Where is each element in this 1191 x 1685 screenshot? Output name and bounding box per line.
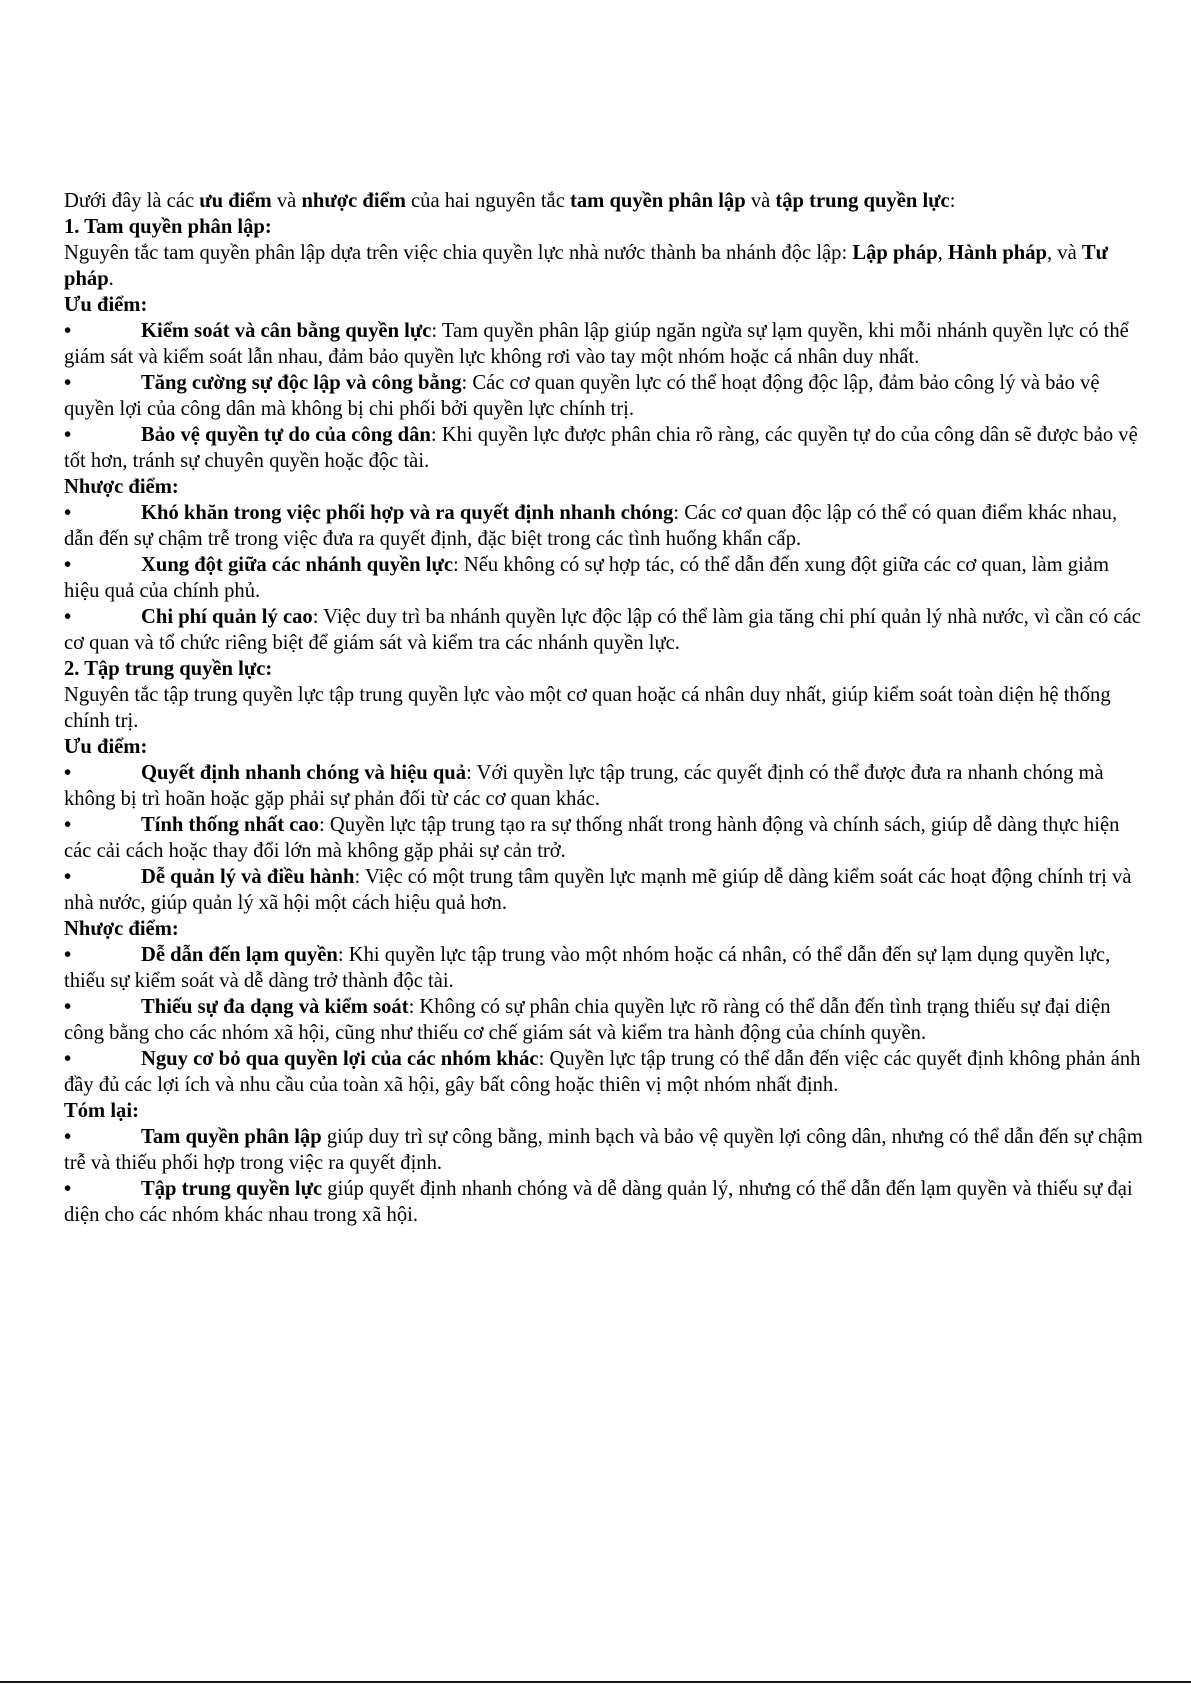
summary-item [64, 1176, 1144, 1228]
bullet-icon: • [64, 502, 72, 524]
section2-pro-item [64, 864, 1144, 916]
section1-con-item [64, 604, 1144, 656]
bullet-title: Khó khăn trong việc phối hợp và ra quyết định nhanh chóng [141, 502, 674, 524]
summary-item [64, 1124, 1144, 1176]
intro-text: và [271, 190, 302, 212]
section1-desc-text: , [937, 242, 948, 264]
section1-desc-text: . [108, 268, 114, 290]
bullet-icon: • [64, 944, 72, 966]
bullet-text: : Khi quyền lực được phân chia rõ ràng, các quyền tự do của công dân sẽ được bảo vệ tốt hơn, tránh sự chuyên quyền hoặc độc tài. [64, 424, 1138, 472]
section1-desc-text: Nguyên tắc tam quyền phân lập dựa trên việc chia quyền lực nhà nước thành ba nhánh độc lập: [64, 242, 853, 264]
section2-cons-label: Nhược điểm: [64, 918, 179, 940]
section2-con-item [64, 942, 1144, 994]
bullet-text: : Việc có một trung tâm quyền lực mạnh mẽ giúp dễ dàng kiểm soát các hoạt động chính trị và nhà nước, giúp quản lý xã hội một cách hiệu quả hơn. [64, 866, 1132, 914]
bullet-icon: • [64, 1178, 72, 1200]
bullet-icon: • [64, 1048, 72, 1070]
section2-pros-label: Ưu điểm: [64, 736, 148, 758]
bullet-title: Tam quyền phân lập [141, 1126, 322, 1148]
bullet-text: : Việc duy trì ba nhánh quyền lực độc lập có thể làm gia tăng chi phí quản lý nhà nước, vì cần có các cơ quan và tổ chức riêng biệt để giám sát và kiểm tra các nhánh quyền lực. [64, 606, 1141, 654]
bullet-icon: • [64, 372, 72, 394]
bullet-text: : Quyền lực tập trung có thể dẫn đến việc các quyết định không phản ánh đầy đủ các lợi ích và nhu cầu của toàn xã hội, gây bất công hoặc thiên vị một nhóm nhất định. [64, 1048, 1141, 1096]
section2-pro-item [64, 812, 1144, 864]
intro-bold-pros: ưu điểm [199, 190, 272, 212]
bullet-title: Thiếu sự đa dạng và kiểm soát [141, 996, 409, 1018]
section2-con-item [64, 994, 1144, 1046]
bullet-icon: • [64, 424, 72, 446]
section2-heading: 2. Tập trung quyền lực: [64, 658, 273, 680]
bullet-text: : Khi quyền lực tập trung vào một nhóm hoặc cá nhân, có thể dẫn đến sự lạm dụng quyền lực, thiếu sự kiểm soát và dễ dàng trở thành độc tài. [64, 944, 1111, 992]
section1-description [64, 240, 1144, 292]
bullet-icon: • [64, 762, 72, 784]
section1-desc-judicial: Tư pháp [64, 242, 1108, 290]
intro-text: : [949, 190, 956, 212]
bullet-title: Tập trung quyền lực [141, 1178, 323, 1200]
intro-bold-separation: tam quyền phân lập [569, 190, 746, 212]
section1-pro-item [64, 318, 1144, 370]
section2-con-item [64, 1046, 1144, 1098]
intro-bold-cons: nhược điểm [301, 190, 406, 212]
bullet-icon: • [64, 320, 72, 342]
bullet-title: Dễ quản lý và điều hành [141, 866, 355, 888]
summary-heading: Tóm lại: [64, 1100, 139, 1122]
bullet-title: Xung đột giữa các nhánh quyền lực [141, 554, 453, 576]
bullet-title: Tăng cường sự độc lập và công bằng [141, 372, 462, 394]
section1-heading: 1. Tam quyền phân lập: [64, 216, 272, 238]
bullet-text: : Quyền lực tập trung tạo ra sự thống nhất trong hành động và chính sách, giúp dễ dàng thực hiện các cải cách hoặc thay đổi lớn mà không gặp phải sự cản trở. [64, 814, 1120, 862]
bullet-icon: • [64, 814, 72, 836]
section1-desc-legislative: Lập pháp [852, 242, 938, 264]
page-bottom-rule [0, 1681, 1191, 1683]
intro-text: và [745, 190, 776, 212]
bullet-text: giúp duy trì sự công bằng, minh bạch và bảo vệ quyền lợi công dân, nhưng có thể dẫn đến sự chậm trễ và thiếu phối hợp trong việc ra quyết định. [64, 1126, 1143, 1174]
document-body [64, 188, 1144, 1228]
intro-text: của hai nguyên tắc [405, 190, 570, 212]
intro-paragraph [64, 188, 1144, 214]
section2-description: Nguyên tắc tập trung quyền lực tập trung quyền lực vào một cơ quan hoặc cá nhân duy nhất, giúp kiểm soát toàn diện hệ thống chính trị. [64, 684, 1111, 732]
bullet-icon: • [64, 606, 72, 628]
bullet-text: : Các cơ quan quyền lực có thể hoạt động độc lập, đảm bảo công lý và bảo vệ quyền lợi của công dân mà không bị chi phối bởi quyền lực chính trị. [64, 372, 1100, 420]
bullet-text: : Tam quyền phân lập giúp ngăn ngừa sự lạm quyền, khi mỗi nhánh quyền lực có thể giám sát và kiểm soát lẫn nhau, đảm bảo quyền lực không rơi vào tay một nhóm hoặc cá nhân duy nhất. [64, 320, 1129, 368]
bullet-icon: • [64, 554, 72, 576]
bullet-icon: • [64, 866, 72, 888]
section2-pro-item [64, 760, 1144, 812]
intro-bold-centralization: tập trung quyền lực [775, 190, 950, 212]
bullet-title: Chi phí quản lý cao [141, 606, 313, 628]
bullet-text: : Nếu không có sự hợp tác, có thể dẫn đến xung đột giữa các cơ quan, làm giảm hiệu quả của chính phủ. [64, 554, 1109, 602]
section1-con-item [64, 552, 1144, 604]
section1-desc-text: , và [1046, 242, 1082, 264]
section1-pro-item [64, 422, 1144, 474]
intro-text: Dưới đây là các [64, 190, 200, 212]
bullet-icon: • [64, 1126, 72, 1148]
bullet-title: Tính thống nhất cao [141, 814, 319, 836]
section1-pros-label: Ưu điểm: [64, 294, 148, 316]
bullet-title: Nguy cơ bỏ qua quyền lợi của các nhóm khác [141, 1048, 539, 1070]
bullet-icon: • [64, 996, 72, 1018]
bullet-title: Quyết định nhanh chóng và hiệu quả [141, 762, 467, 784]
section1-desc-executive: Hành pháp [947, 242, 1047, 264]
section1-pro-item [64, 370, 1144, 422]
bullet-title: Kiểm soát và cân bằng quyền lực [141, 320, 432, 342]
bullet-text: : Các cơ quan độc lập có thể có quan điểm khác nhau, dẫn đến sự chậm trễ trong việc đưa ra quyết định, đặc biệt trong các tình huống khẩn cấp. [64, 502, 1118, 550]
section1-cons-label: Nhược điểm: [64, 476, 179, 498]
bullet-title: Dễ dẫn đến lạm quyền [141, 944, 338, 966]
bullet-text: : Không có sự phân chia quyền lực rõ ràng có thể dẫn đến tình trạng thiếu sự đại diện công bằng cho các nhóm xã hội, cũng như thiếu cơ chế giám sát và kiểm tra hành động của chính quyền. [64, 996, 1111, 1044]
bullet-text: giúp quyết định nhanh chóng và dễ dàng quản lý, nhưng có thể dẫn đến lạm quyền và thiếu sự đại diện cho các nhóm khác nhau trong xã hội. [64, 1178, 1133, 1226]
bullet-title: Bảo vệ quyền tự do của công dân [141, 424, 431, 446]
bullet-text: : Với quyền lực tập trung, các quyết định có thể được đưa ra nhanh chóng mà không bị trì hoãn hoặc gặp phải sự phản đối từ các cơ quan khác. [64, 762, 1104, 810]
section1-con-item [64, 500, 1144, 552]
